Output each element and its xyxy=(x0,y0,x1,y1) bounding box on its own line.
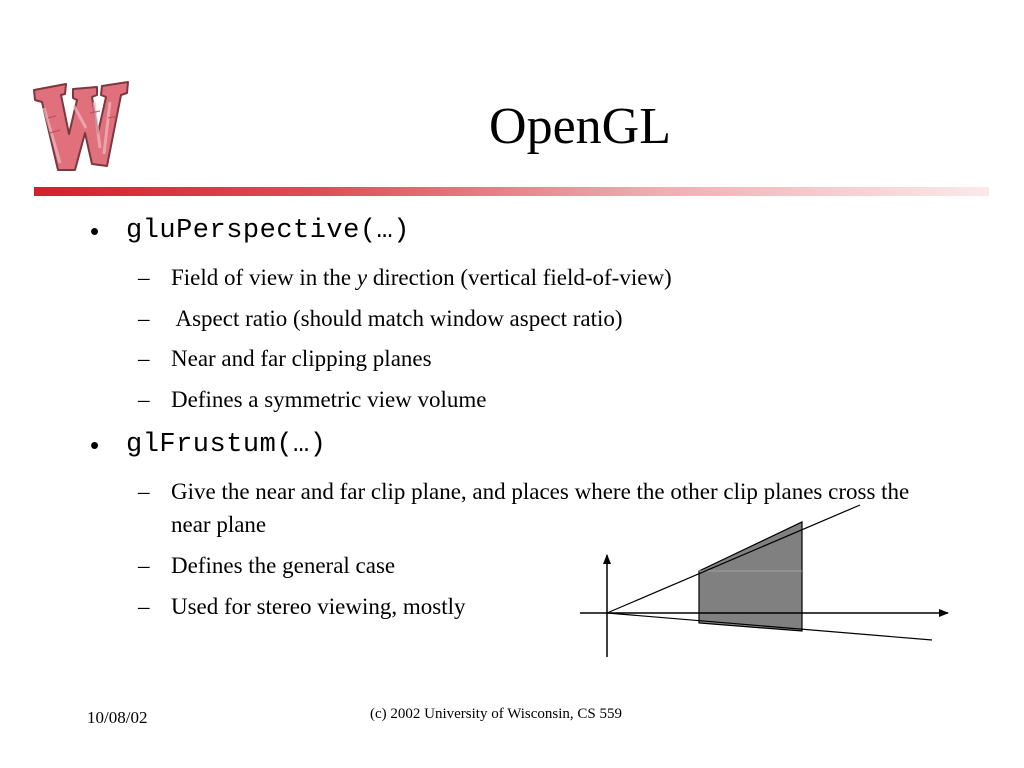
dash-icon: – xyxy=(138,346,150,371)
sub-item-text: Used for stereo viewing, mostly xyxy=(171,594,466,619)
footer-date: 10/08/02 xyxy=(87,708,148,727)
dash-icon: – xyxy=(138,479,150,504)
sub-item-text: Field of view in the y direction (vertical field-of-view) xyxy=(171,265,672,290)
frustum-diagram xyxy=(570,500,960,665)
sub-item-text: Aspect ratio (should match window aspect ratio) xyxy=(171,306,623,331)
bullet-icon: • xyxy=(90,430,100,460)
wisconsin-w-logo xyxy=(30,78,132,176)
bullet-label: gluPerspective(…) xyxy=(126,216,410,246)
footer-copyright: (c) 2002 University of Wisconsin, CS 559 xyxy=(370,706,623,722)
dash-icon: – xyxy=(138,265,150,290)
sub-item-text: Near and far clipping planes xyxy=(171,346,432,371)
dash-icon: – xyxy=(138,306,150,331)
sub-item-text: Defines the general case xyxy=(171,553,396,578)
sub-item-text: Defines a symmetric view volume xyxy=(171,387,487,412)
slide-title: OpenGL xyxy=(489,98,671,155)
sub-item-text: Give the near and far clip plane, and places where the other clip planes cross the near plane xyxy=(171,479,910,537)
title-divider xyxy=(34,187,989,196)
dash-icon: – xyxy=(138,594,150,619)
bullet-icon: • xyxy=(90,216,100,246)
frustum-volume xyxy=(699,522,802,631)
bullet-label: glFrustum(…) xyxy=(126,430,327,460)
dash-icon: – xyxy=(138,553,150,578)
dash-icon: – xyxy=(138,387,150,412)
